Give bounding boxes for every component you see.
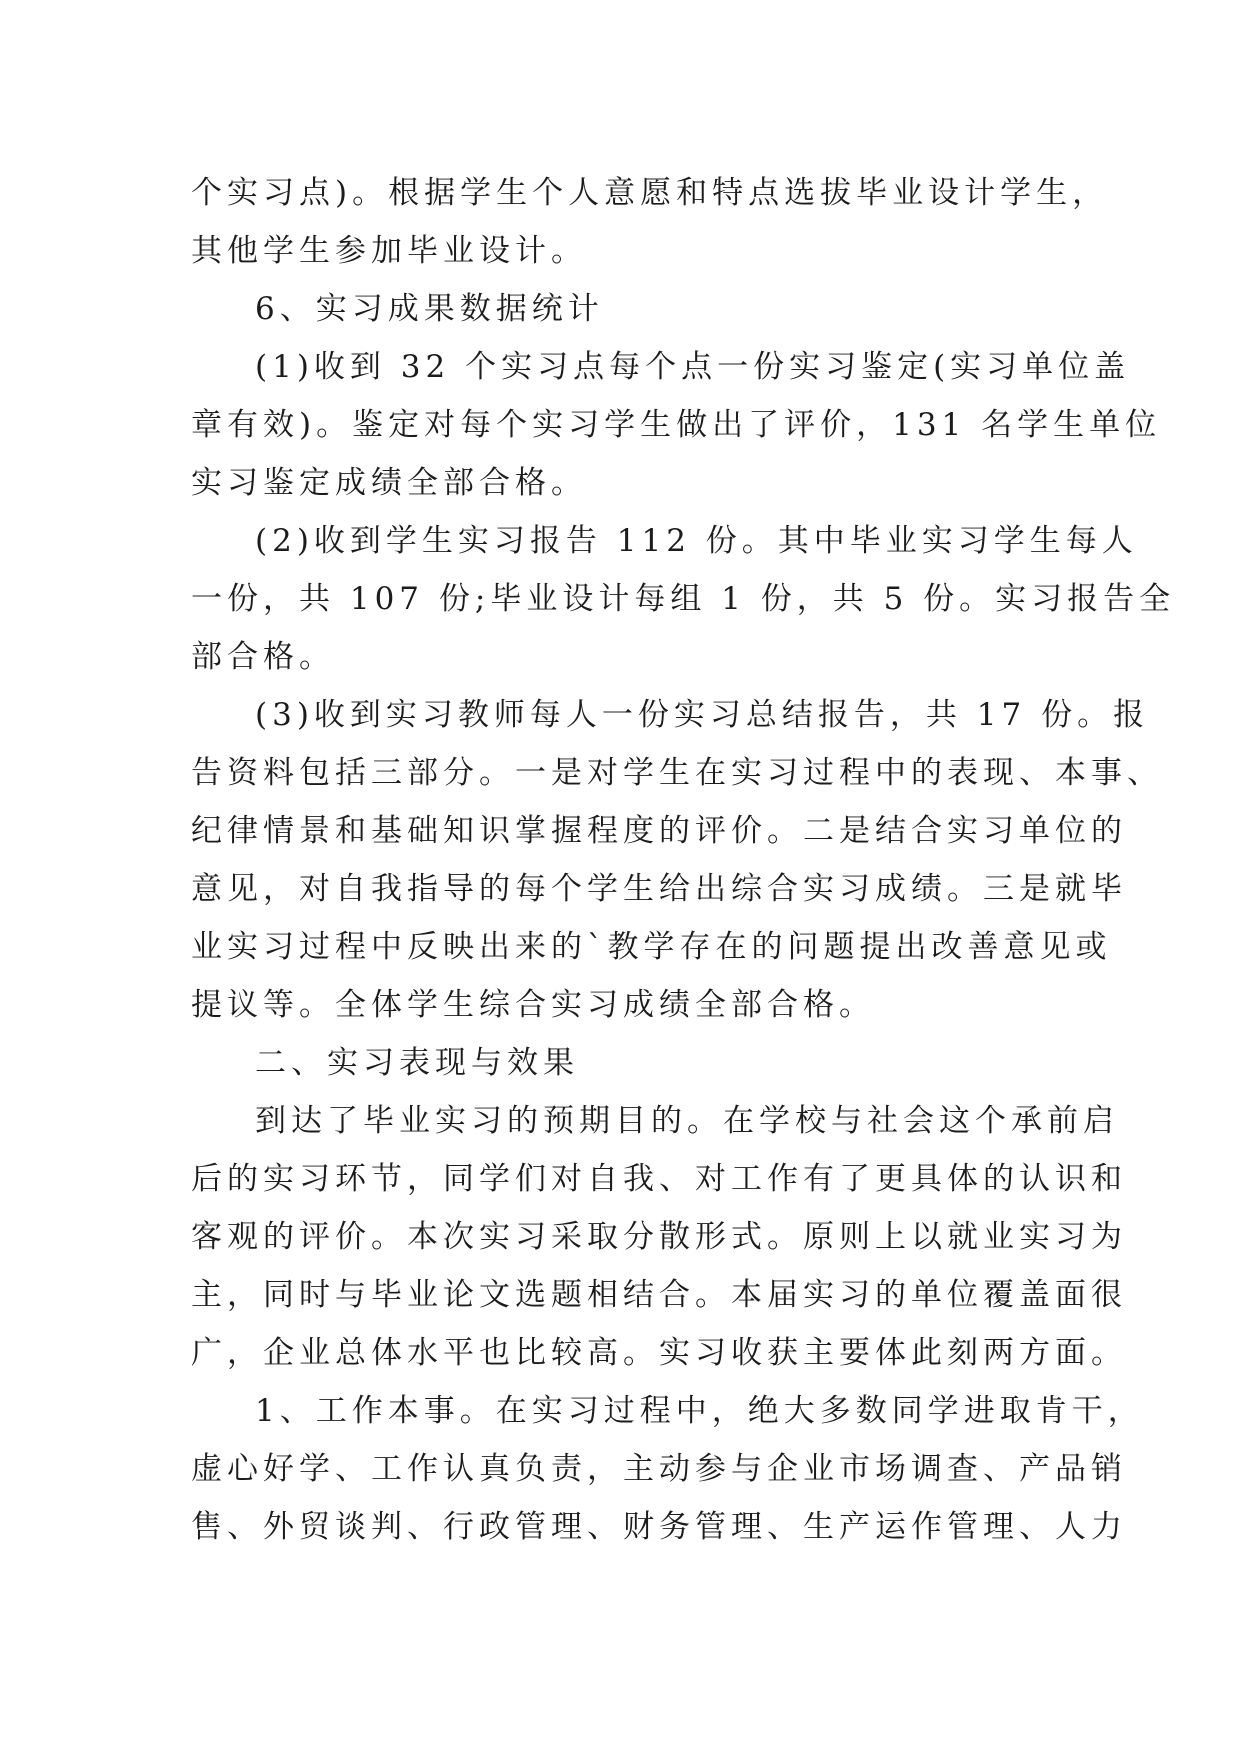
section-heading: 二、实习表现与效果	[255, 1045, 579, 1081]
text-line: (1)收到 32 个实习点每个点一份实习鉴定(实习单位盖	[255, 349, 1131, 385]
text-line: 告资料包括三部分。一是对学生在实习过程中的表现、本事、	[191, 755, 1163, 791]
text-line: 个实习点)。根据学生个人意愿和特点选拔毕业设计学生，	[191, 175, 1109, 211]
text-line: 1、工作本事。在实习过程中，绝大多数同学进取肯干，	[255, 1393, 1144, 1429]
body-text	[191, 164, 1176, 1556]
text-line: 纪律情景和基础知识掌握程度的评价。二是结合实习单位的	[191, 813, 1127, 849]
text-line: 主，同时与毕业论文选题相结合。本届实习的单位覆盖面很	[191, 1277, 1127, 1313]
text-line: 客观的评价。本次实习采取分散形式。原则上以就业实习为	[191, 1219, 1127, 1255]
text-line: 后的实习环节，同学们对自我、对工作有了更具体的认识和	[191, 1161, 1127, 1197]
text-line: (2)收到学生实习报告 112 份。其中毕业实习学生每人	[255, 523, 1138, 559]
text-line: 到达了毕业实习的预期目的。在学校与社会这个承前启	[255, 1103, 1119, 1139]
text-line: 虚心好学、工作认真负责，主动参与企业市场调查、产品销	[191, 1451, 1127, 1487]
text-line: 售、外贸谈判、行政管理、财务管理、生产运作管理、人力	[191, 1509, 1127, 1545]
text-line: 广，企业总体水平也比较高。实习收获主要体此刻两方面。	[191, 1335, 1127, 1371]
text-line: 提议等。全体学生综合实习成绩全部合格。	[191, 987, 875, 1023]
text-line: 其他学生参加毕业设计。	[191, 233, 587, 269]
text-line: 部合格。	[191, 639, 335, 675]
section-heading: 6、实习成果数据统计	[255, 291, 604, 327]
text-line: 业实习过程中反映出来的`教学存在的问题提出改善意见或	[191, 929, 1112, 965]
text-line: 意见，对自我指导的每个学生给出综合实习成绩。三是就毕	[191, 871, 1127, 907]
text-line: 实习鉴定成绩全部合格。	[191, 465, 587, 501]
text-line: (3)收到实习教师每人一份实习总结报告，共 17 份。报	[255, 697, 1150, 733]
text-line: 章有效)。鉴定对每个实习学生做出了评价，131 名学生单位	[191, 407, 1162, 443]
text-line: 一份，共 107 份;毕业设计每组 1 份，共 5 份。实习报告全	[191, 581, 1176, 617]
